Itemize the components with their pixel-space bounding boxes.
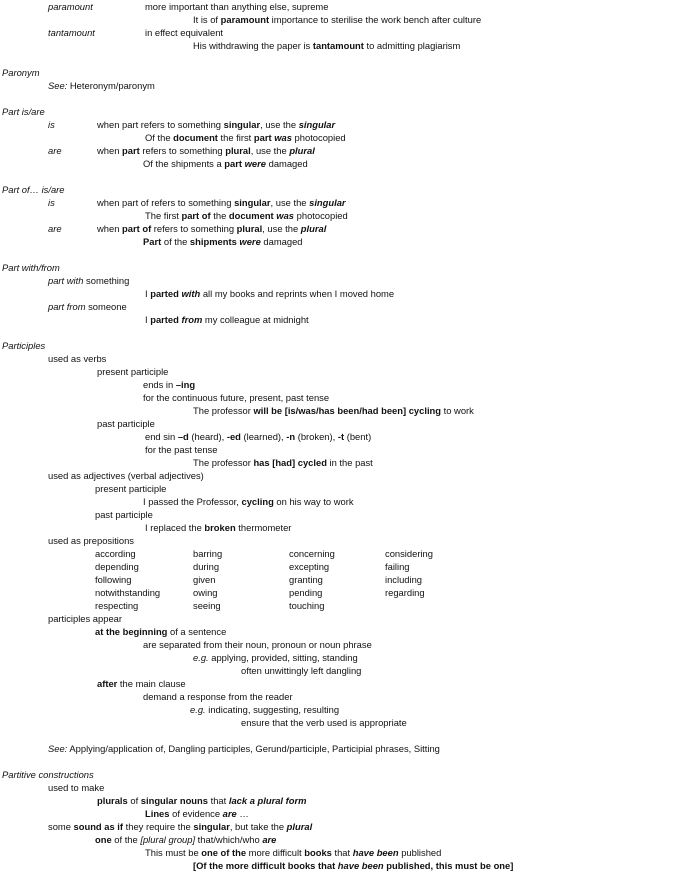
text-segment: one of the <box>201 847 247 858</box>
preposition-item: including <box>385 574 423 585</box>
text-segment: I passed the Professor, <box>143 496 242 507</box>
text-segment: one <box>95 834 112 845</box>
text-segment: are <box>48 223 62 234</box>
text-segment: thermometer <box>235 522 292 533</box>
text-segment: of a sentence <box>167 626 227 637</box>
preposition-item: owing <box>193 587 218 598</box>
text-segment: Part <box>143 236 162 247</box>
text-segment: [plural group] <box>140 834 196 845</box>
text-segment: shipments <box>189 236 237 247</box>
text-segment: are <box>222 808 237 819</box>
text-line <box>48 80 155 92</box>
preposition-item: depending <box>95 561 139 572</box>
text-segment: with <box>181 288 201 299</box>
text-segment: –d <box>177 431 189 442</box>
text-segment: have been <box>352 847 399 858</box>
text-line <box>48 275 129 287</box>
text-segment: damaged <box>266 158 308 169</box>
preposition-item: notwithstanding <box>95 587 161 598</box>
preposition-item: according <box>95 548 136 559</box>
preposition-item: following <box>95 574 132 585</box>
preposition-item: during <box>193 561 220 572</box>
text-segment: was <box>274 132 292 143</box>
text-segment: one] <box>493 860 514 871</box>
preposition-item: regarding <box>385 587 425 598</box>
preposition-item: concerning <box>289 548 335 559</box>
text-segment: See: <box>48 743 68 754</box>
text-line <box>241 717 407 729</box>
text-segment: paramount <box>48 1 93 12</box>
text-line <box>48 613 122 625</box>
text-line <box>143 639 372 651</box>
text-segment: , use the <box>260 119 299 130</box>
text-segment: used to make <box>48 782 105 793</box>
text-segment: is <box>48 197 55 208</box>
text-segment: tantamount <box>312 40 364 51</box>
text-line <box>97 795 306 807</box>
text-segment: that/which/who <box>195 834 263 845</box>
text-segment: present participle <box>95 483 167 494</box>
text-segment: Of the shipments a <box>143 158 225 169</box>
text-segment: the <box>210 210 229 221</box>
text-line <box>145 288 394 300</box>
text-line <box>193 652 358 664</box>
text-segment: singular <box>309 197 346 208</box>
text-segment: of the <box>111 834 141 845</box>
text-segment: to work <box>441 405 474 416</box>
text-line <box>143 496 354 508</box>
text-segment: present participle <box>97 366 169 377</box>
text-segment: Applying/application of, Dangling participles, Gerund/participle, Participial phrases, Sitting <box>67 743 440 754</box>
text-line <box>95 626 226 638</box>
text-line <box>95 483 166 495</box>
text-line <box>145 847 441 859</box>
text-line <box>97 145 315 157</box>
text-segment: has [had] cycled <box>253 457 327 468</box>
text-segment: See: <box>48 80 68 91</box>
text-line <box>48 743 440 755</box>
text-segment: e.g. <box>193 652 209 663</box>
text-segment: participles appear <box>48 613 123 624</box>
text-segment: more important than anything else, supreme <box>145 1 329 12</box>
text-line <box>145 808 249 820</box>
text-segment: when <box>97 223 123 234</box>
text-segment: I <box>145 288 151 299</box>
text-line <box>48 821 312 833</box>
text-line <box>97 678 186 690</box>
text-segment: singular <box>193 821 230 832</box>
text-segment: indicating, suggesting, resulting <box>205 704 340 715</box>
text-segment: photocopied <box>294 210 348 221</box>
text-segment: part <box>253 132 272 143</box>
text-segment: for the past tense <box>145 444 218 455</box>
text-segment: I replaced the <box>145 522 205 533</box>
text-segment: photocopied <box>291 132 346 143</box>
text-line <box>190 704 339 716</box>
text-segment: (bent) <box>344 431 372 442</box>
text-line <box>48 119 55 131</box>
text-segment: books <box>304 847 332 858</box>
text-segment: … <box>236 808 249 819</box>
text-line <box>48 301 127 313</box>
text-line <box>95 834 276 846</box>
text-segment: plural <box>300 223 327 234</box>
text-segment: Paronym <box>2 67 40 78</box>
text-segment: , use the <box>270 197 310 208</box>
text-segment: my colleague at midnight <box>202 314 309 325</box>
text-segment: part <box>224 158 243 169</box>
text-segment: published, this must be <box>383 860 494 871</box>
text-segment: published <box>398 847 442 858</box>
text-line <box>97 223 326 235</box>
text-segment: importance to sterilise the work bench after culture <box>269 14 482 25</box>
text-line <box>145 431 371 443</box>
text-segment: Lines <box>145 808 170 819</box>
text-segment: Part is/are <box>2 106 45 117</box>
text-segment: are <box>48 145 62 156</box>
text-segment: applying, provided, sitting, standing <box>208 652 358 663</box>
text-segment: the main clause <box>117 678 186 689</box>
text-segment: for the continuous future, present, past tense <box>143 392 330 403</box>
text-segment: paramount <box>220 14 270 25</box>
text-line <box>193 14 481 26</box>
preposition-item: given <box>193 574 216 585</box>
text-segment: something <box>83 275 130 286</box>
text-segment: was <box>276 210 295 221</box>
preposition-item: granting <box>289 574 323 585</box>
text-line <box>48 197 55 209</box>
text-line <box>2 106 45 118</box>
text-segment: in effect equivalent <box>145 27 224 38</box>
text-line <box>48 782 104 794</box>
text-segment: singular <box>234 197 271 208</box>
text-segment: plural <box>286 821 313 832</box>
text-line <box>48 1 93 13</box>
text-segment: -t <box>337 431 345 442</box>
text-segment: parted <box>150 314 179 325</box>
text-line <box>95 509 153 521</box>
text-line <box>145 522 291 534</box>
text-segment: Participles <box>2 340 46 351</box>
text-segment: damaged <box>260 236 303 247</box>
text-line <box>48 145 62 157</box>
text-segment: is <box>48 119 55 130</box>
text-segment: used as adjectives (verbal adjectives) <box>48 470 204 481</box>
text-segment: some <box>48 821 74 832</box>
text-segment: The professor <box>193 457 254 468</box>
text-line <box>145 1 328 13</box>
text-segment: after <box>97 678 118 689</box>
preposition-item: considering <box>385 548 433 559</box>
text-segment: plural <box>225 145 251 156</box>
text-line <box>143 236 303 248</box>
text-line <box>2 340 45 352</box>
preposition-item: touching <box>289 600 325 611</box>
text-line <box>145 314 309 326</box>
text-segment: refers to something <box>151 223 237 234</box>
text-segment: broken <box>204 522 236 533</box>
text-line <box>143 158 308 170</box>
text-segment: in the past <box>326 457 373 468</box>
text-segment: have been <box>337 860 384 871</box>
text-line <box>193 405 474 417</box>
text-segment: used as verbs <box>48 353 107 364</box>
text-segment: will be [is/was/has been/had been] cycling <box>253 405 442 416</box>
text-segment: past participle <box>95 509 153 520</box>
text-line <box>97 197 346 209</box>
text-line <box>145 27 223 39</box>
text-segment: Of the <box>145 132 174 143</box>
text-line <box>97 366 168 378</box>
text-segment: This must be <box>145 847 202 858</box>
text-line <box>241 665 361 677</box>
text-line <box>143 379 195 391</box>
text-segment: at the beginning <box>95 626 168 637</box>
text-segment: Heteronym/paronym <box>67 80 155 91</box>
text-line <box>193 457 373 469</box>
text-segment: document <box>228 210 274 221</box>
text-line <box>48 27 95 39</box>
text-segment: from <box>181 314 203 325</box>
text-line <box>143 392 329 404</box>
text-segment: –ing <box>175 379 196 390</box>
text-segment: parted <box>150 288 179 299</box>
text-segment: used as prepositions <box>48 535 134 546</box>
text-segment: (heard), <box>188 431 227 442</box>
text-segment: singular <box>223 119 261 130</box>
text-segment: plurals <box>97 795 128 806</box>
text-segment: of the <box>161 236 190 247</box>
text-segment: part with <box>48 275 84 286</box>
text-line <box>48 535 134 547</box>
preposition-item: failing <box>385 561 410 572</box>
text-segment: (learned), <box>240 431 287 442</box>
text-segment: end sin <box>145 431 178 442</box>
text-segment: refers to something <box>139 145 226 156</box>
text-segment: plural <box>236 223 263 234</box>
text-segment: when <box>97 145 123 156</box>
text-segment: plural <box>289 145 315 156</box>
text-segment: Part of… is/are <box>2 184 65 195</box>
text-segment: when part of refers to something <box>97 197 235 208</box>
text-line <box>48 470 204 482</box>
text-segment: were <box>244 158 266 169</box>
text-segment: [Of the more difficult books that <box>193 860 338 871</box>
text-segment: more difficult <box>246 847 305 858</box>
text-line <box>48 223 62 235</box>
text-segment: of <box>127 795 141 806</box>
text-segment: are separated from their noun, pronoun or noun phrase <box>143 639 372 650</box>
text-line <box>145 210 348 222</box>
text-line <box>193 860 513 872</box>
text-segment: on his way to work <box>273 496 354 507</box>
text-segment: all my books and reprints when I moved home <box>200 288 395 299</box>
text-segment: to admitting plagiarism <box>363 40 461 51</box>
text-segment: It is of <box>193 14 221 25</box>
preposition-item: respecting <box>95 600 139 611</box>
text-line <box>2 769 94 781</box>
text-segment: are <box>262 834 277 845</box>
text-line <box>143 691 293 703</box>
text-segment: sound as if <box>73 821 124 832</box>
text-segment: -ed <box>226 431 241 442</box>
text-line <box>97 418 155 430</box>
text-segment: they require the <box>123 821 194 832</box>
preposition-item: seeing <box>193 600 221 611</box>
text-segment: , use the <box>250 145 290 156</box>
text-line <box>2 184 65 196</box>
text-segment: Partitive constructions <box>2 769 94 780</box>
text-segment: that <box>207 795 229 806</box>
preposition-item: excepting <box>289 561 330 572</box>
text-segment: , use the <box>262 223 301 234</box>
text-segment: The first <box>145 210 182 221</box>
text-line <box>2 67 40 79</box>
text-segment: I <box>145 314 151 325</box>
text-segment: ensure that the verb used is appropriate <box>241 717 407 728</box>
text-segment: e.g. <box>190 704 206 715</box>
text-segment: (broken), <box>295 431 338 442</box>
text-segment: singular nouns <box>140 795 208 806</box>
text-segment: His withdrawing the paper is <box>193 40 313 51</box>
text-segment: lack a plural form <box>228 795 307 806</box>
text-segment: part from <box>48 301 86 312</box>
text-segment: The professor <box>193 405 254 416</box>
text-line <box>2 262 60 274</box>
preposition-item: pending <box>289 587 323 598</box>
text-line <box>97 119 335 131</box>
text-segment: that <box>331 847 353 858</box>
text-segment: someone <box>85 301 127 312</box>
preposition-item: barring <box>193 548 223 559</box>
text-segment: -n <box>286 431 296 442</box>
text-line <box>145 444 217 456</box>
text-segment: part of <box>181 210 211 221</box>
text-segment: part of <box>122 223 152 234</box>
text-line <box>193 40 460 52</box>
text-segment: often unwittingly left dangling <box>241 665 362 676</box>
text-segment: cycling <box>241 496 274 507</box>
text-line <box>145 132 346 144</box>
text-segment: document <box>173 132 218 143</box>
text-segment: demand a response from the reader <box>143 691 293 702</box>
text-line <box>48 353 106 365</box>
text-segment: Part with/from <box>2 262 60 273</box>
text-segment: part <box>122 145 140 156</box>
text-segment: , but take the <box>229 821 287 832</box>
text-segment: past participle <box>97 418 155 429</box>
text-segment: tantamount <box>48 27 95 38</box>
text-segment: were <box>239 236 261 247</box>
text-segment: the first <box>217 132 254 143</box>
text-segment: of evidence <box>169 808 223 819</box>
text-segment: when part refers to something <box>97 119 224 130</box>
text-segment: singular <box>298 119 336 130</box>
text-segment: ends in <box>143 379 176 390</box>
